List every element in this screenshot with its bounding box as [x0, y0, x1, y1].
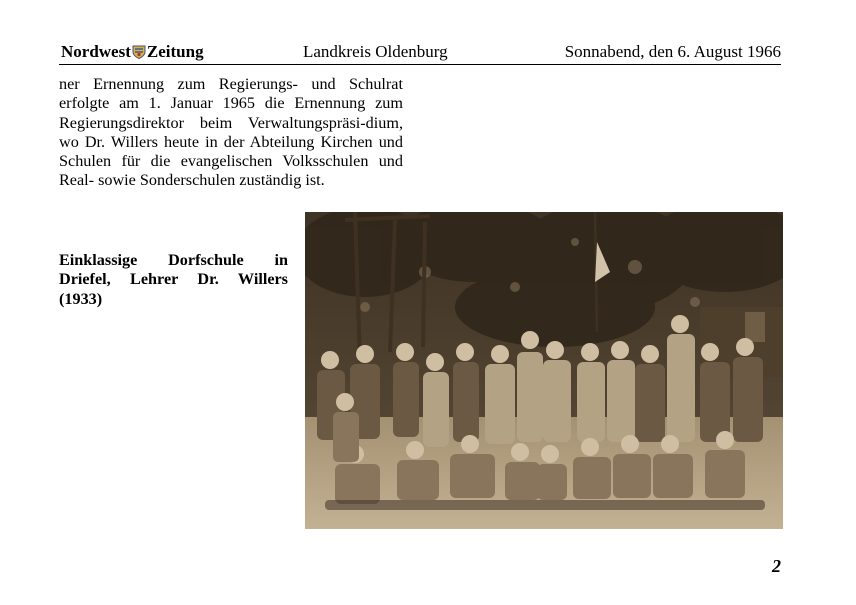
- class-photo-image: [305, 212, 783, 529]
- newspaper-name-part1: Nordwest: [61, 42, 131, 61]
- section-title: Landkreis Oldenburg: [303, 42, 448, 61]
- article-body: ner Ernennung zum Regierungs- und Schulrat erfolgte am 1. Januar 1965 die Ernennung zum Regierungsdirektor beim Verwaltungspräsi-dium, wo Dr. Willers heute in der Abteilung Kirchen und Schulen für die evangelischen Volksschulen und Real- sowie Sonderschulen zuständig ist.: [59, 75, 403, 190]
- newspaper-name-part2: Zeitung: [146, 42, 204, 61]
- issue-date: Sonnabend, den 6. August 1966: [564, 42, 781, 61]
- masthead: [59, 42, 781, 64]
- crest-icon: [132, 45, 146, 59]
- photo-caption: Einklassige Dorfschule in Driefel, Lehrer Dr. Willers (1933): [59, 251, 288, 308]
- header-rule: [59, 64, 781, 65]
- class-photo: [305, 212, 783, 529]
- page-number: 2: [772, 556, 781, 576]
- newspaper-name: [61, 42, 204, 62]
